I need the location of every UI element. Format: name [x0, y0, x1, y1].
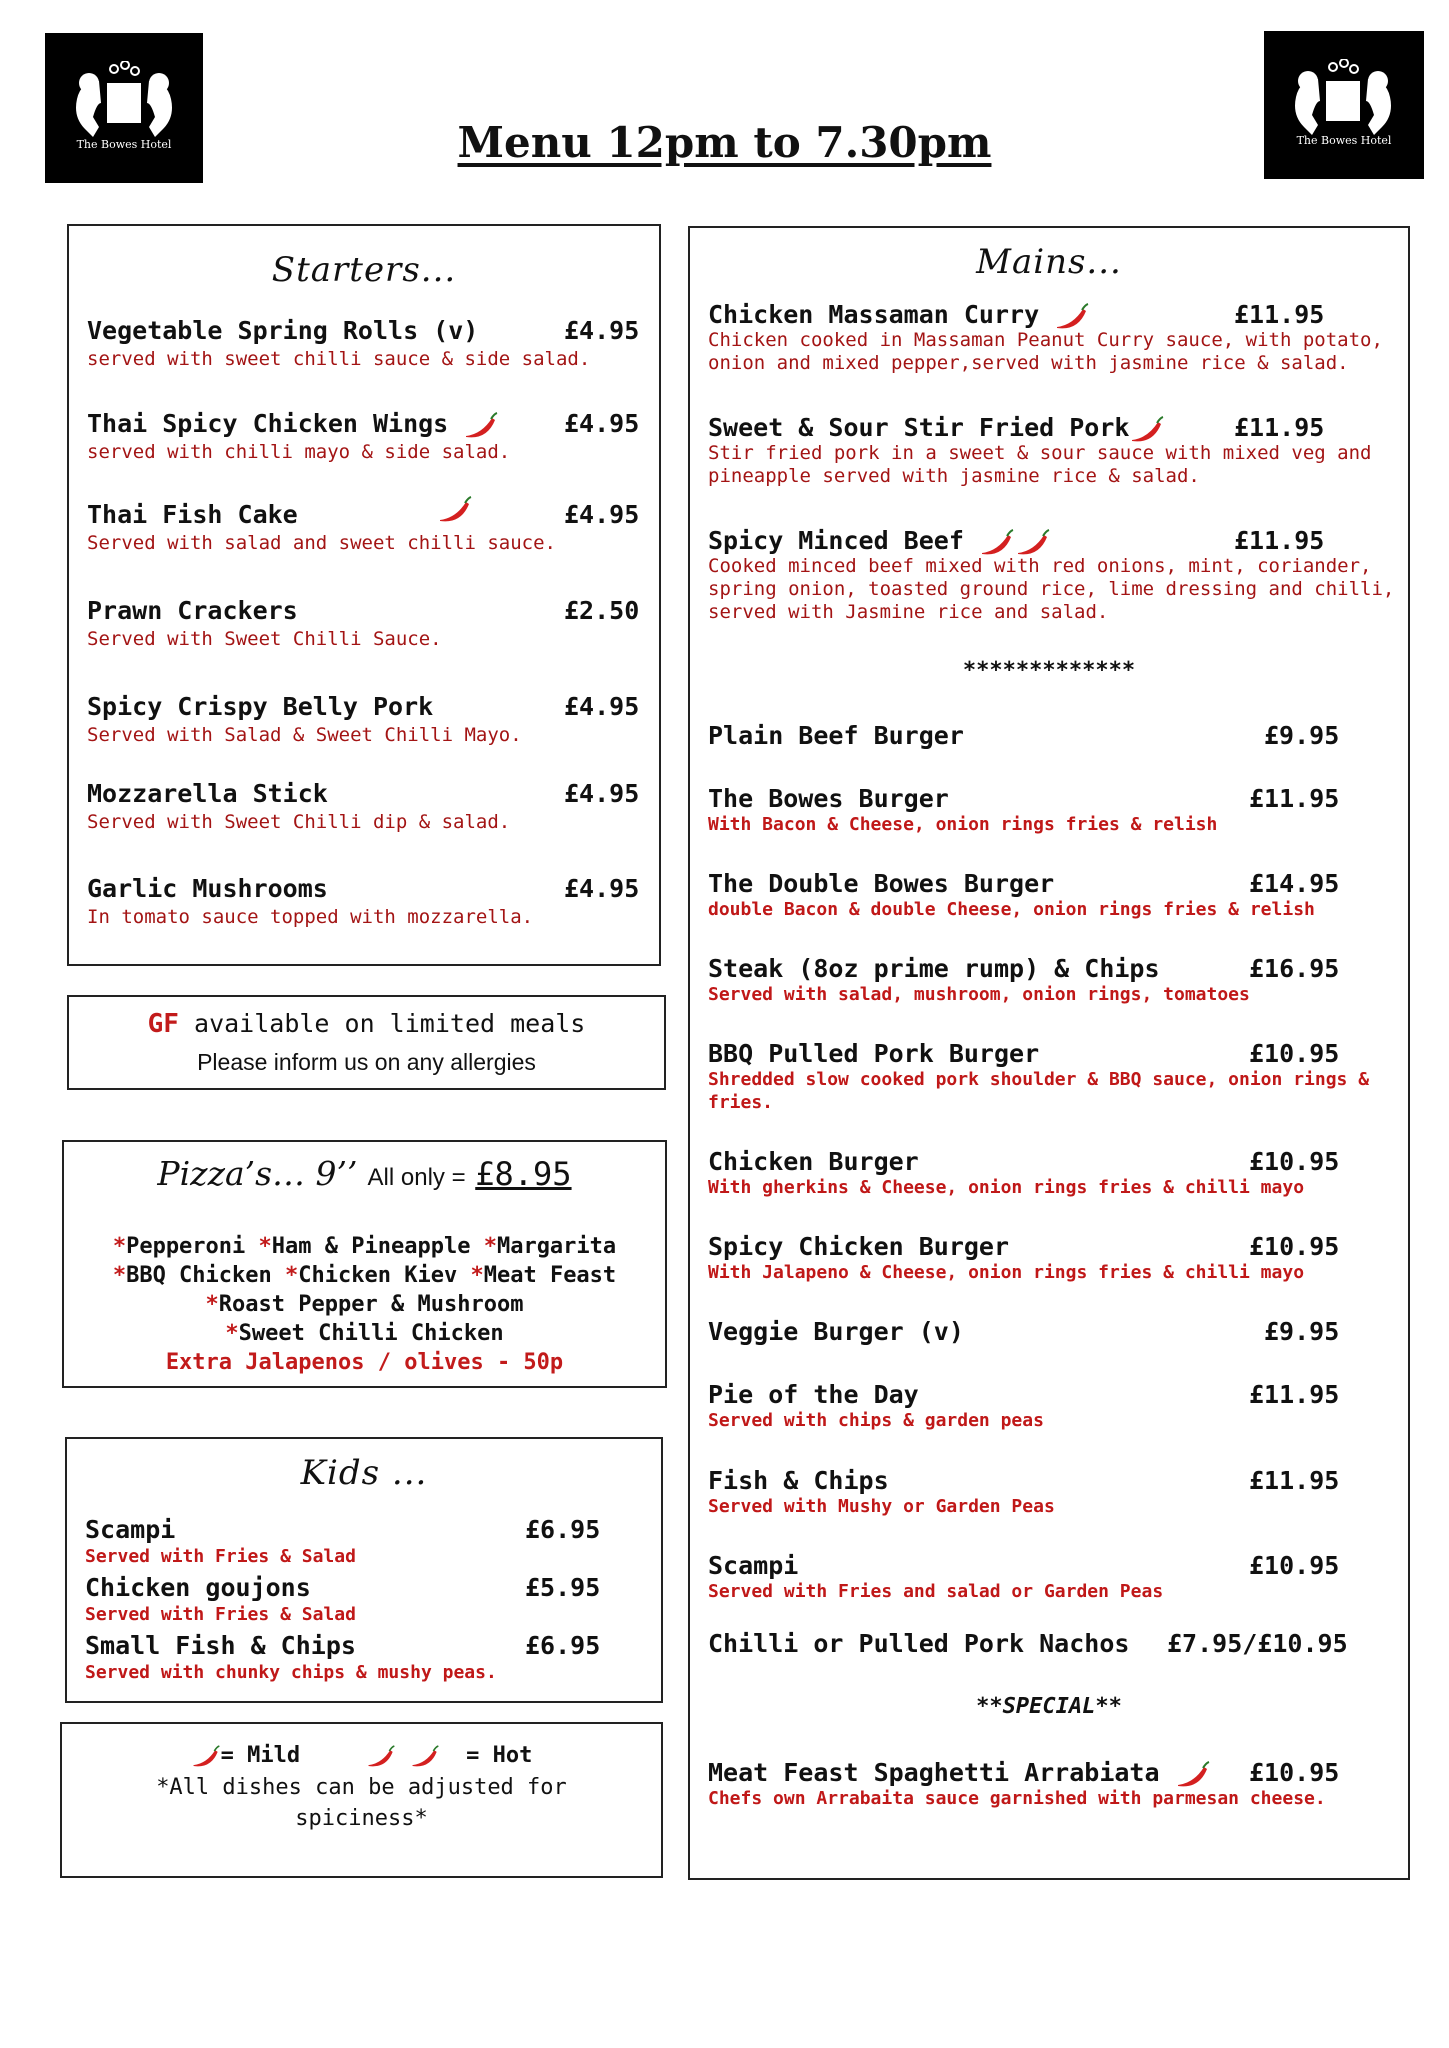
item-desc: With gherkins & Cheese, onion rings fries & chilli mayo	[708, 1177, 1305, 1198]
item-price: £7.95/£10.95	[1167, 1629, 1348, 1658]
item-name: Scampi	[708, 1551, 799, 1580]
item-desc: Stir fried pork in a sweet & sour sauce with mixed veg and	[708, 442, 1372, 464]
item-name: Chicken Massaman Curry	[708, 300, 1090, 331]
pizza-options: *Roast Pepper & Mushroom	[205, 1292, 524, 1317]
spice-legend	[60, 1722, 663, 1878]
pizza-extras: Extra Jalapenos / olives - 50p	[165, 1350, 564, 1375]
item-price: £6.95	[525, 1631, 601, 1660]
chili-icon	[410, 1742, 440, 1770]
item-name: Plain Beef Burger	[708, 721, 964, 750]
item-desc: spring onion, toasted ground rice, lime dressing and chilli,	[708, 578, 1395, 600]
item-price: £16.95	[1249, 954, 1340, 983]
gf-label: GF	[147, 1009, 179, 1039]
item-desc: fries.	[708, 1092, 774, 1113]
item-price: £4.95	[564, 692, 640, 721]
item-name: The Bowes Burger	[708, 784, 949, 813]
chili-icon	[437, 494, 473, 524]
item-desc: Served with salad and sweet chilli sauce.	[87, 532, 556, 554]
item-price: £4.95	[564, 500, 640, 529]
item-name: Chicken Burger	[708, 1147, 919, 1176]
logo-text: The Bowes Hotel	[76, 138, 172, 151]
item-desc: Served with Salad & Sweet Chilli Mayo.	[87, 724, 522, 746]
item-desc: Served with Fries & Salad	[85, 1546, 356, 1567]
item-price: £5.95	[525, 1573, 601, 1602]
item-name: Chilli or Pulled Pork Nachos	[708, 1629, 1130, 1658]
item-price: £11.95	[1234, 413, 1325, 442]
allergy-note: Please inform us on any allergies	[197, 1049, 536, 1075]
item-price: £11.95	[1249, 1466, 1340, 1495]
item-desc: onion and mixed pepper,served with jasmine rice & salad.	[708, 352, 1349, 374]
legend-mild: = Mild	[220, 1743, 301, 1768]
item-price: £10.95	[1249, 1232, 1340, 1261]
item-desc: served with chilli mayo & side salad.	[87, 441, 511, 463]
item-desc: Shredded slow cooked pork shoulder & BBQ sauce, onion rings &	[708, 1069, 1370, 1090]
pizza-section	[62, 1140, 667, 1388]
item-desc: Served with Mushy or Garden Peas	[708, 1496, 1055, 1517]
item-name: BBQ Pulled Pork Burger	[708, 1039, 1040, 1068]
item-desc: Served with chips & garden peas	[708, 1410, 1044, 1431]
item-name: Spicy Minced Beef	[708, 526, 1051, 557]
item-desc: Served with Fries and salad or Garden Peas	[708, 1581, 1164, 1602]
section-heading: Starters...	[271, 250, 457, 290]
item-desc: double Bacon & double Cheese, onion rings fries & relish	[708, 899, 1315, 920]
item-price: £11.95	[1234, 300, 1325, 329]
legend-note: *All dishes can be adjusted for spiciness*	[156, 1775, 567, 1831]
item-price: £11.95	[1249, 1380, 1340, 1409]
item-desc: In tomato sauce topped with mozzarella.	[87, 906, 534, 928]
gf-notice	[67, 995, 666, 1090]
item-price: £14.95	[1249, 869, 1340, 898]
item-desc: With Jalapeno & Cheese, onion rings fries & chilli mayo	[708, 1262, 1305, 1283]
item-desc: Served with Fries & Salad	[85, 1604, 356, 1625]
chili-icon	[366, 1742, 396, 1770]
item-price: £11.95	[1234, 526, 1325, 555]
separator: *************	[962, 658, 1136, 683]
item-name: Spicy Crispy Belly Pork	[87, 692, 434, 721]
pizza-options: *Pepperoni *Ham & Pineapple *Margarita	[112, 1234, 617, 1259]
item-desc: Served with chunky chips & mushy peas.	[85, 1662, 497, 1683]
item-name: Sweet & Sour Stir Fried Pork	[708, 413, 1165, 444]
mains-section	[688, 226, 1410, 1880]
item-price: £4.95	[564, 316, 640, 345]
item-name: Pie of the Day	[708, 1380, 919, 1409]
item-name: The Double Bowes Burger	[708, 869, 1055, 898]
item-desc: Served with Sweet Chilli dip & salad.	[87, 811, 511, 833]
special-label: **SPECIAL**	[976, 1694, 1122, 1719]
item-name: Fish & Chips	[708, 1466, 889, 1495]
item-name: Garlic Mushrooms	[87, 874, 328, 903]
chili-icon	[979, 527, 1015, 557]
item-desc: served with Jasmine rice and salad.	[708, 601, 1109, 623]
starters-section	[67, 224, 661, 966]
item-desc: Served with salad, mushroom, onion rings, tomatoes	[708, 984, 1250, 1005]
legend-keys	[62, 1742, 661, 1770]
item-name: Steak (8oz prime rump) & Chips	[708, 954, 1160, 983]
section-heading: Pizza’s… 9’’	[157, 1154, 358, 1193]
item-price: £10.95	[1249, 1758, 1340, 1787]
item-desc: Served with Sweet Chilli Sauce.	[87, 628, 442, 650]
item-price: £4.95	[564, 779, 640, 808]
page-title: Menu 12pm to 7.30pm	[457, 118, 992, 167]
item-name: Vegetable Spring Rolls (v)	[87, 316, 479, 345]
item-price: £4.95	[564, 874, 640, 903]
item-price: £10.95	[1249, 1039, 1340, 1068]
item-price: £10.95	[1249, 1147, 1340, 1176]
item-desc: pineapple served with jasmine rice & salad.	[708, 465, 1200, 487]
chili-icon	[463, 410, 499, 440]
pizza-heading	[64, 1154, 665, 1193]
item-price: £10.95	[1249, 1551, 1340, 1580]
item-name: Chicken goujons	[85, 1573, 311, 1602]
item-price: £11.95	[1249, 784, 1340, 813]
item-desc: served with sweet chilli sauce & side salad.	[87, 348, 591, 370]
chili-icon	[1015, 527, 1051, 557]
item-price: £2.50	[564, 596, 640, 625]
item-price: £6.95	[525, 1515, 601, 1544]
item-name: Scampi	[85, 1515, 176, 1544]
item-desc: Cooked minced beef mixed with red onions, mint, coriander,	[708, 555, 1372, 577]
pizza-price: £8.95	[475, 1155, 572, 1193]
logo-text: The Bowes Hotel	[1296, 134, 1392, 147]
pizza-options: *Sweet Chilli Chicken	[225, 1321, 504, 1346]
chili-icon	[191, 1742, 221, 1770]
item-price: £9.95	[1264, 1317, 1340, 1346]
item-price: £4.95	[564, 409, 640, 438]
section-heading: Mains...	[976, 242, 1122, 282]
gf-line	[69, 1009, 664, 1039]
item-name: Small Fish & Chips	[85, 1631, 356, 1660]
chili-icon	[1175, 1759, 1211, 1789]
item-name: Prawn Crackers	[87, 596, 298, 625]
item-name: Meat Feast Spaghetti Arrabiata	[708, 1758, 1211, 1789]
gf-text: available on limited meals	[194, 1009, 586, 1038]
chili-icon	[1054, 301, 1090, 331]
item-price: £9.95	[1264, 721, 1340, 750]
chili-icon	[1129, 414, 1165, 444]
item-name: Spicy Chicken Burger	[708, 1232, 1010, 1261]
item-name: Veggie Burger (v)	[708, 1317, 964, 1346]
pizza-all-only: All only =	[367, 1164, 466, 1191]
item-name: Thai Spicy Chicken Wings	[87, 409, 499, 440]
item-name: Mozzarella Stick	[87, 779, 328, 808]
item-desc: With Bacon & Cheese, onion rings fries & relish	[708, 814, 1218, 835]
item-desc: Chefs own Arrabaita sauce garnished with parmesan cheese.	[708, 1788, 1326, 1809]
section-heading: Kids ...	[300, 1453, 428, 1493]
item-name: Thai Fish Cake	[87, 500, 298, 529]
pizza-options: *BBQ Chicken *Chicken Kiev *Meat Feast	[112, 1263, 617, 1288]
legend-hot: = Hot	[466, 1743, 533, 1768]
kids-section	[65, 1437, 663, 1703]
item-desc: Chicken cooked in Massaman Peanut Curry sauce, with potato,	[708, 329, 1383, 351]
